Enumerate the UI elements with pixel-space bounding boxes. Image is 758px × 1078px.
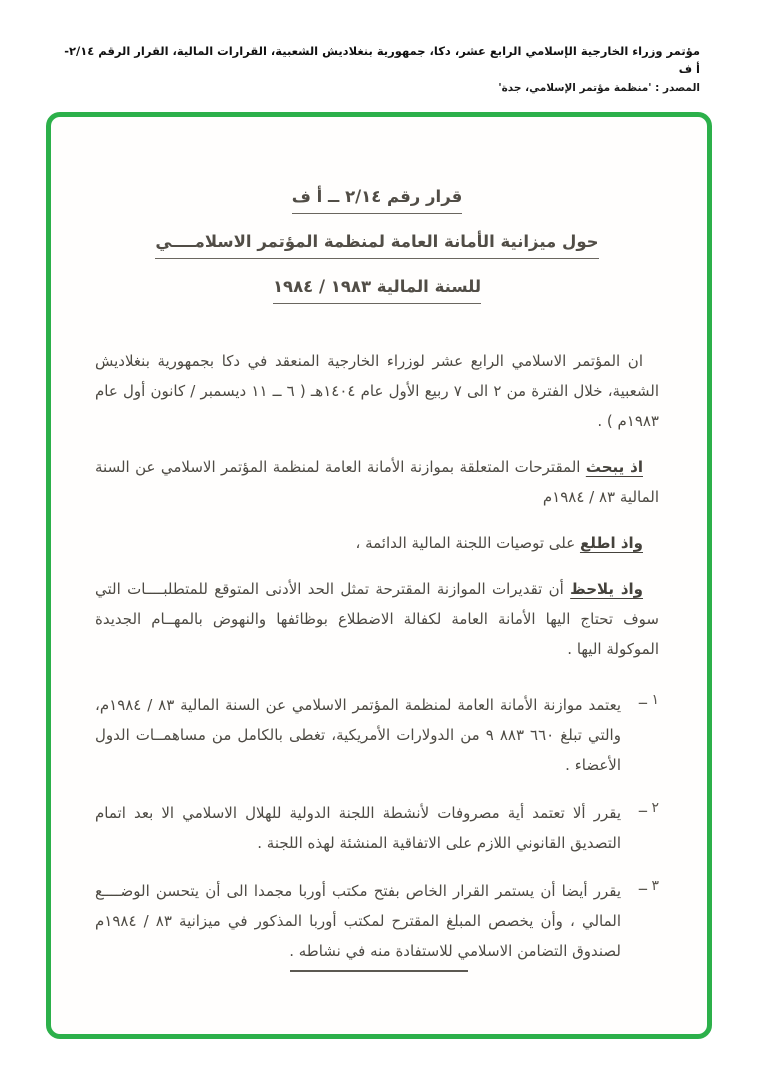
noting-lead: واذ يلاحظ	[570, 580, 644, 599]
preamble-paragraph	[95, 346, 659, 436]
considering-paragraph	[95, 452, 659, 512]
item-2-number: ٢ ــ	[638, 800, 659, 817]
fiscal-year-title: للسنة المالية ١٩٨٣ / ١٩٨٤	[273, 275, 481, 304]
item-3-number: ٣ ــ	[638, 878, 659, 895]
resolution-number-title: قرار رقم ٢/١٤ ــ أ ف	[292, 185, 463, 214]
considering-lead: اذ يبحث	[585, 458, 643, 477]
item-1-text: يعتمد موازنة الأمانة العامة لمنظمة المؤتمر الاسلامي عن السنة المالية ٨٣ / ١٩٨٤م، والتي تبلغ ٦٦٠ ٨٨٣ ٩ من الدولارات الأمريكية، تغطى بالكامل من مساهمــات الدول الأعضاء .	[95, 696, 621, 775]
resolution-items	[95, 690, 659, 966]
considering-text: المقترحات المتعلقة بموازنة الأمانة العامة لمنظمة المؤتمر الاسلامي عن السنة المالية ٨٣ / ١٩٨٤م	[95, 458, 659, 507]
resolution-subject-title: حول ميزانية الأمانة العامة لمنظمة المؤتمر الاسلامــــي	[155, 230, 598, 259]
having-reviewed-lead: واذ اطلع	[579, 534, 643, 553]
scan-content	[51, 117, 707, 1034]
resolution-item-3	[95, 876, 659, 966]
having-reviewed-paragraph	[95, 528, 659, 558]
item-1-number: ١ ــ	[638, 692, 659, 709]
resolution-title-block	[95, 185, 659, 320]
resolution-body	[95, 346, 659, 966]
noting-paragraph	[95, 574, 659, 664]
noting-text: أن تقديرات الموازنة المقترحة تمثل الحد الأدنى المتوقع للمتطلبــــات التي سوف تحتاج اليها الأمانة العامة لكفالة الاضطلاع بوظائفها والنهوض بالمهــام الجديدة الموكولة اليها .	[95, 580, 659, 659]
having-reviewed-text: على توصيات اللجنة المالية الدائمة ،	[355, 534, 580, 553]
resolution-item-1	[95, 690, 659, 780]
header-citation-line: مؤتمر وزراء الخارجية الإسلامي الرابع عشر، دكا، جمهورية بنغلاديش الشعبية، القرارات المالية، القرار الرقم ٢/١٤- أ ف	[64, 44, 700, 77]
document-source-header	[0, 0, 758, 94]
item-3-text: يقرر أيضا أن يستمر القرار الخاص بفتح مكتب أوربا مجمدا الى أن يتحسن الوضــــع المالي ، وأن يخصص المبلغ المقترح لمكتب أوربا المذكور في ميزانية ٨٣ / ١٩٨٤م لصندوق التضامن الاسلامي للاستفادة منه في نشاطه .	[95, 882, 621, 961]
item-2-text: يقرر ألا تعتمد أية مصروفات لأنشطة اللجنة الدولية للهلال الاسلامي الا بعد اتمام التصديق القانوني اللازم على الاتفاقية المنشئة لهذه اللجنة .	[95, 804, 621, 853]
resolution-item-2	[95, 798, 659, 858]
header-source-line: المصدر : 'منظمة مؤتمر الإسلامي، جدة'	[498, 81, 700, 94]
scan-frame-border	[46, 112, 712, 1039]
footer-rule	[290, 970, 468, 972]
preamble-text: ان المؤتمر الاسلامي الرابع عشر لوزراء الخارجية المنعقد في دكا بجمهورية بنغلاديش الشعبية، خلال الفترة من ٢ الى ٧ ربيع الأول عام ١٤٠٤هـ ( ٦ ــ ١١ ديسمبر / كانون أول عام ١٩٨٣م ) .	[95, 352, 659, 431]
